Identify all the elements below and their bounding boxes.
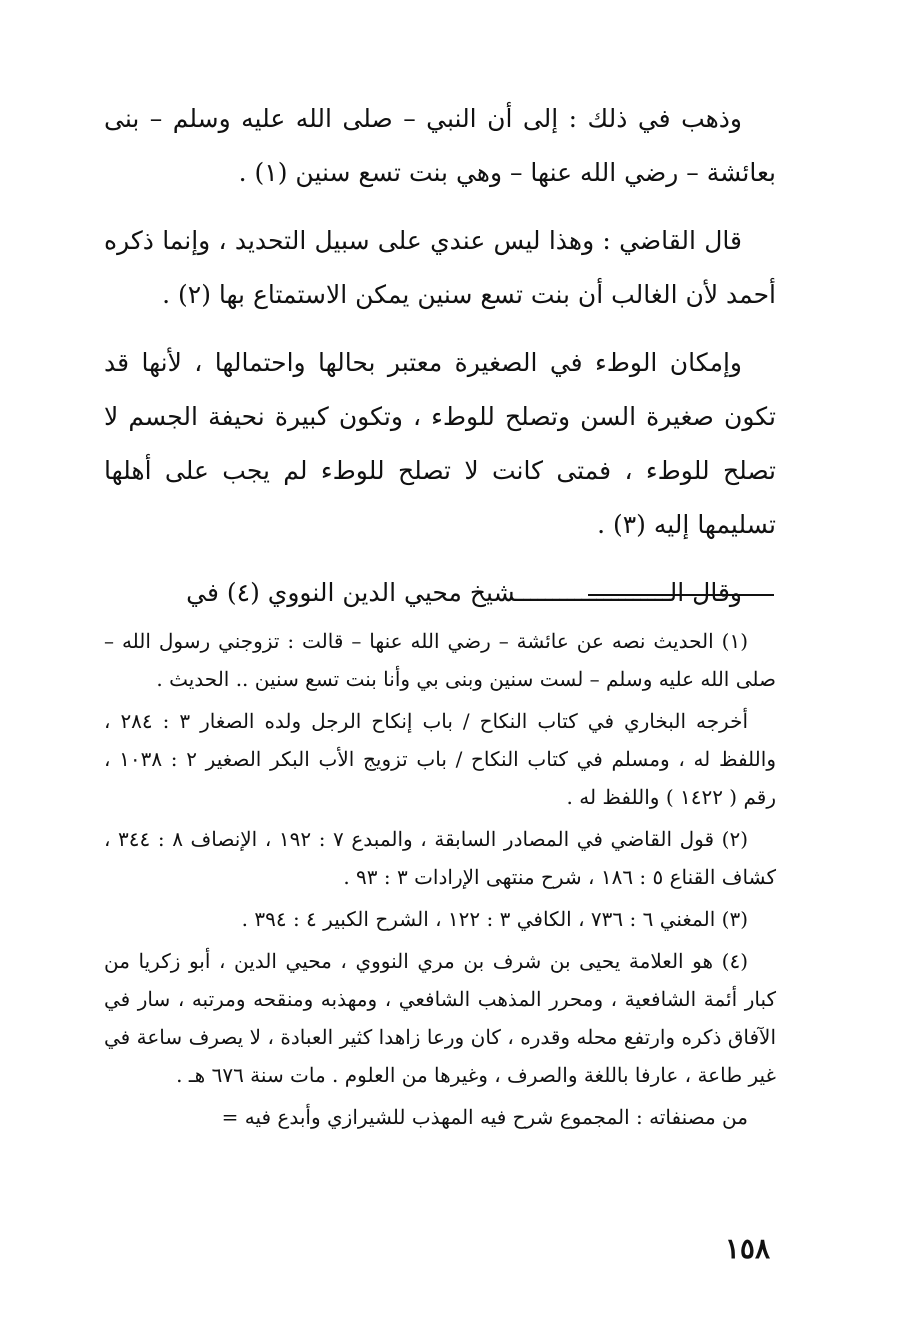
footnote: (٢) قول القاضي في المصادر السابقة ، والمبدع ٧ : ١٩٢ ، الإنصاف ٨ : ٣٤٤ ، كشاف القناع ٥ : ١٨٦ ، شرح منتهى الإرادات ٣ : ٩٣ .	[104, 827, 776, 889]
main-paragraph: وذهب في ذلك : إلى أن النبي – صلى الله عليه وسلم – بنى بعائشة – رضي الله عنها – وهي بنت تسع سنين (١) .	[104, 104, 776, 187]
main-last-line: وقال الـــــــــــــــــــــشيخ محيي الدين النووي (٤) في	[186, 578, 742, 607]
footnote: (٤) هو العلامة يحيى بن شرف بن مري النووي ، محيي الدين ، أبو زكريا من كبار أئمة الشافعية ، ومحرر المذهب الشافعي ، ومهذبه ومنقحه ومرتبه ، سار في الآفاق ذكره وارتفع محله وقدره ، كان ورعا زاهدا كثير العبادة ، لا يصرف ساعة في غير طاعة ، عارفا باللغة والصرف ، وغيرها من العلوم . مات سنة ٦٧٦ هـ .	[104, 949, 777, 1087]
page-number: ١٥٨	[724, 1232, 770, 1265]
footnote-separator	[588, 594, 774, 596]
main-paragraph: قال القاضي : وهذا ليس عندي على سبيل التحديد ، وإنما ذكره أحمد لأن الغالب أن بنت تسع سنين يمكن الاستمتاع بها (٢) .	[104, 226, 776, 309]
footnotes	[104, 622, 776, 1140]
footnote: (١) الحديث نصه عن عائشة – رضي الله عنها – قالت : تزوجني رسول الله – صلى الله عليه وسلم – لست سنين وبنى بي وأنا بنت تسع سنين .. الحديث .	[104, 629, 776, 691]
main-paragraph: وإمكان الوطء في الصغيرة معتبر بحالها واحتمالها ، لأنها قد تكون صغيرة السن وتصلح للوطء ، وتكون كبيرة نحيفة الجسم لا تصلح للوطء ، فمتى كانت لا تصلح للوطء لم يجب على أهلها تسليمها إليه (٣) .	[104, 348, 776, 539]
footnote: من مصنفاته : المجموع شرح فيه المهذب للشيرازي وأبدع فيه =	[221, 1105, 748, 1129]
footnote: أخرجه البخاري في كتاب النكاح / باب إنكاح الرجل ولده الصغار ٣ : ٢٨٤ ، واللفظ له ، ومسلم في كتاب النكاح / باب تزويج الأب البكر الصغير ٢ : ١٠٣٨ ، رقم ( ١٤٢٢ ) واللفظ له .	[104, 709, 776, 809]
footnote: (٣) المغني ٦ : ٧٣٦ ، الكافي ٣ : ١٢٢ ، الشرح الكبير ٤ : ٣٩٤ .	[241, 907, 748, 931]
main-text	[104, 92, 776, 620]
